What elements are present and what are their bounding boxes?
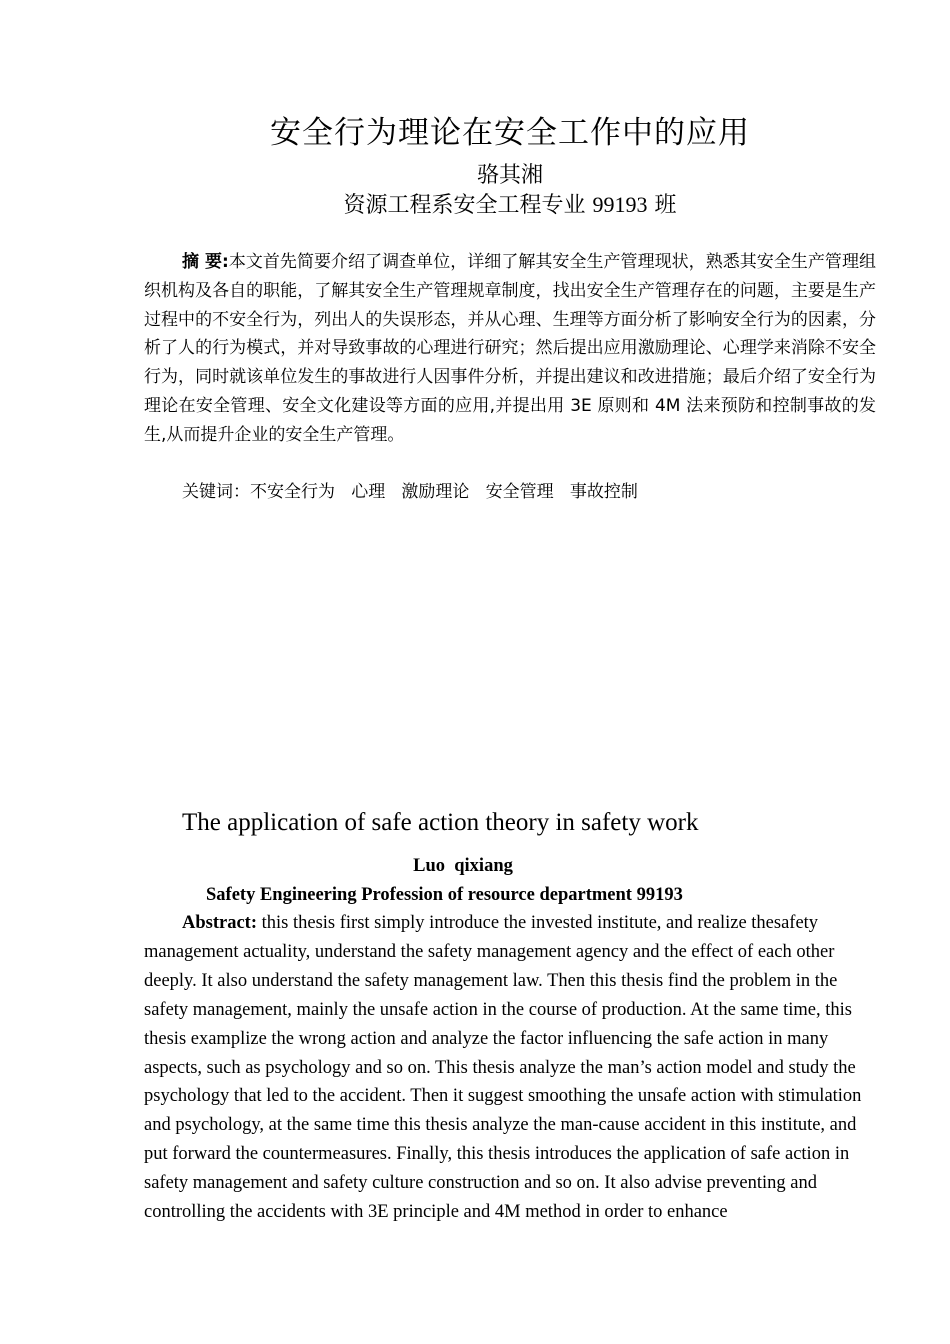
chinese-affiliation xyxy=(0,189,950,222)
chinese-affiliation-suffix: 班 xyxy=(654,193,677,218)
english-abstract-label: Abstract: xyxy=(182,913,258,933)
chinese-title: 安全行为理论在安全工作中的应用 xyxy=(270,115,750,151)
english-title: The application of safe action theory in safety work xyxy=(182,809,699,836)
english-abstract xyxy=(144,909,878,1227)
chinese-abstract-text: 本文首先简要介绍了调查单位，详细了解其安全生产管理现状，熟悉其安全生产管理组织机构及各自的职能，了解其安全生产管理规章制度，找出安全生产管理存在的问题，主要是生产过程中的不安全行为，列出人的失误形态，并从心理、生理等方面分析了影响安全行为的因素，分析了人的行为模式，并对导致事故的心理进行研究；然后提出应用激励理论、心理学来消除不安全行为，同时就该单位发生的事故进行人因事件分析，并提出建议和改进措施；最后介绍了安全行为理论在安全管理、安全文化建设等方面的应用,并提出用 3E 原则和 4M 法来预防和控制事故的发生,从而提升企业的安全生产管理。 xyxy=(144,252,876,445)
chinese-keywords: 关键词：不安全行为 心理 激励理论 安全管理 事故控制 xyxy=(182,482,638,502)
chinese-affiliation-prefix: 资源工程系安全工程专业 xyxy=(343,193,586,218)
chinese-abstract-label: 摘 要: xyxy=(182,252,229,272)
english-affiliation: Safety Engineering Profession of resource department 99193 xyxy=(206,885,683,905)
chinese-author: 骆其湘 xyxy=(476,163,543,188)
chinese-abstract xyxy=(144,248,876,450)
english-author: Luo qixiang xyxy=(413,856,513,876)
english-abstract-text: this thesis first simply introduce the invested institute, and realize thesafety management actuality, understand the safety management agency and the effect of each other deeply. It also understand the safety management law. Then this thesis find the problem in the safety management, mainly the unsafe action in the course of production. At the same time, this thesis examplize the wrong action and analyze the factor influencing the safe action in many aspects, such as psychology and so on. This thesis analyze the man’s action model and study the psychology that led to the accident. Then it suggest smoothing the unsafe action with stimulation and psychology, at the same time this thesis analyze the man-cause accident in this institute, and put forward the countermeasures. Finally, this thesis introduces the application of safe action in safety management and safety culture construction and so on. It also advise preventing and controlling the accidents with 3E principle and 4M method in order to enhance xyxy=(144,913,862,1223)
chinese-affiliation-number: 99193 xyxy=(592,192,648,217)
